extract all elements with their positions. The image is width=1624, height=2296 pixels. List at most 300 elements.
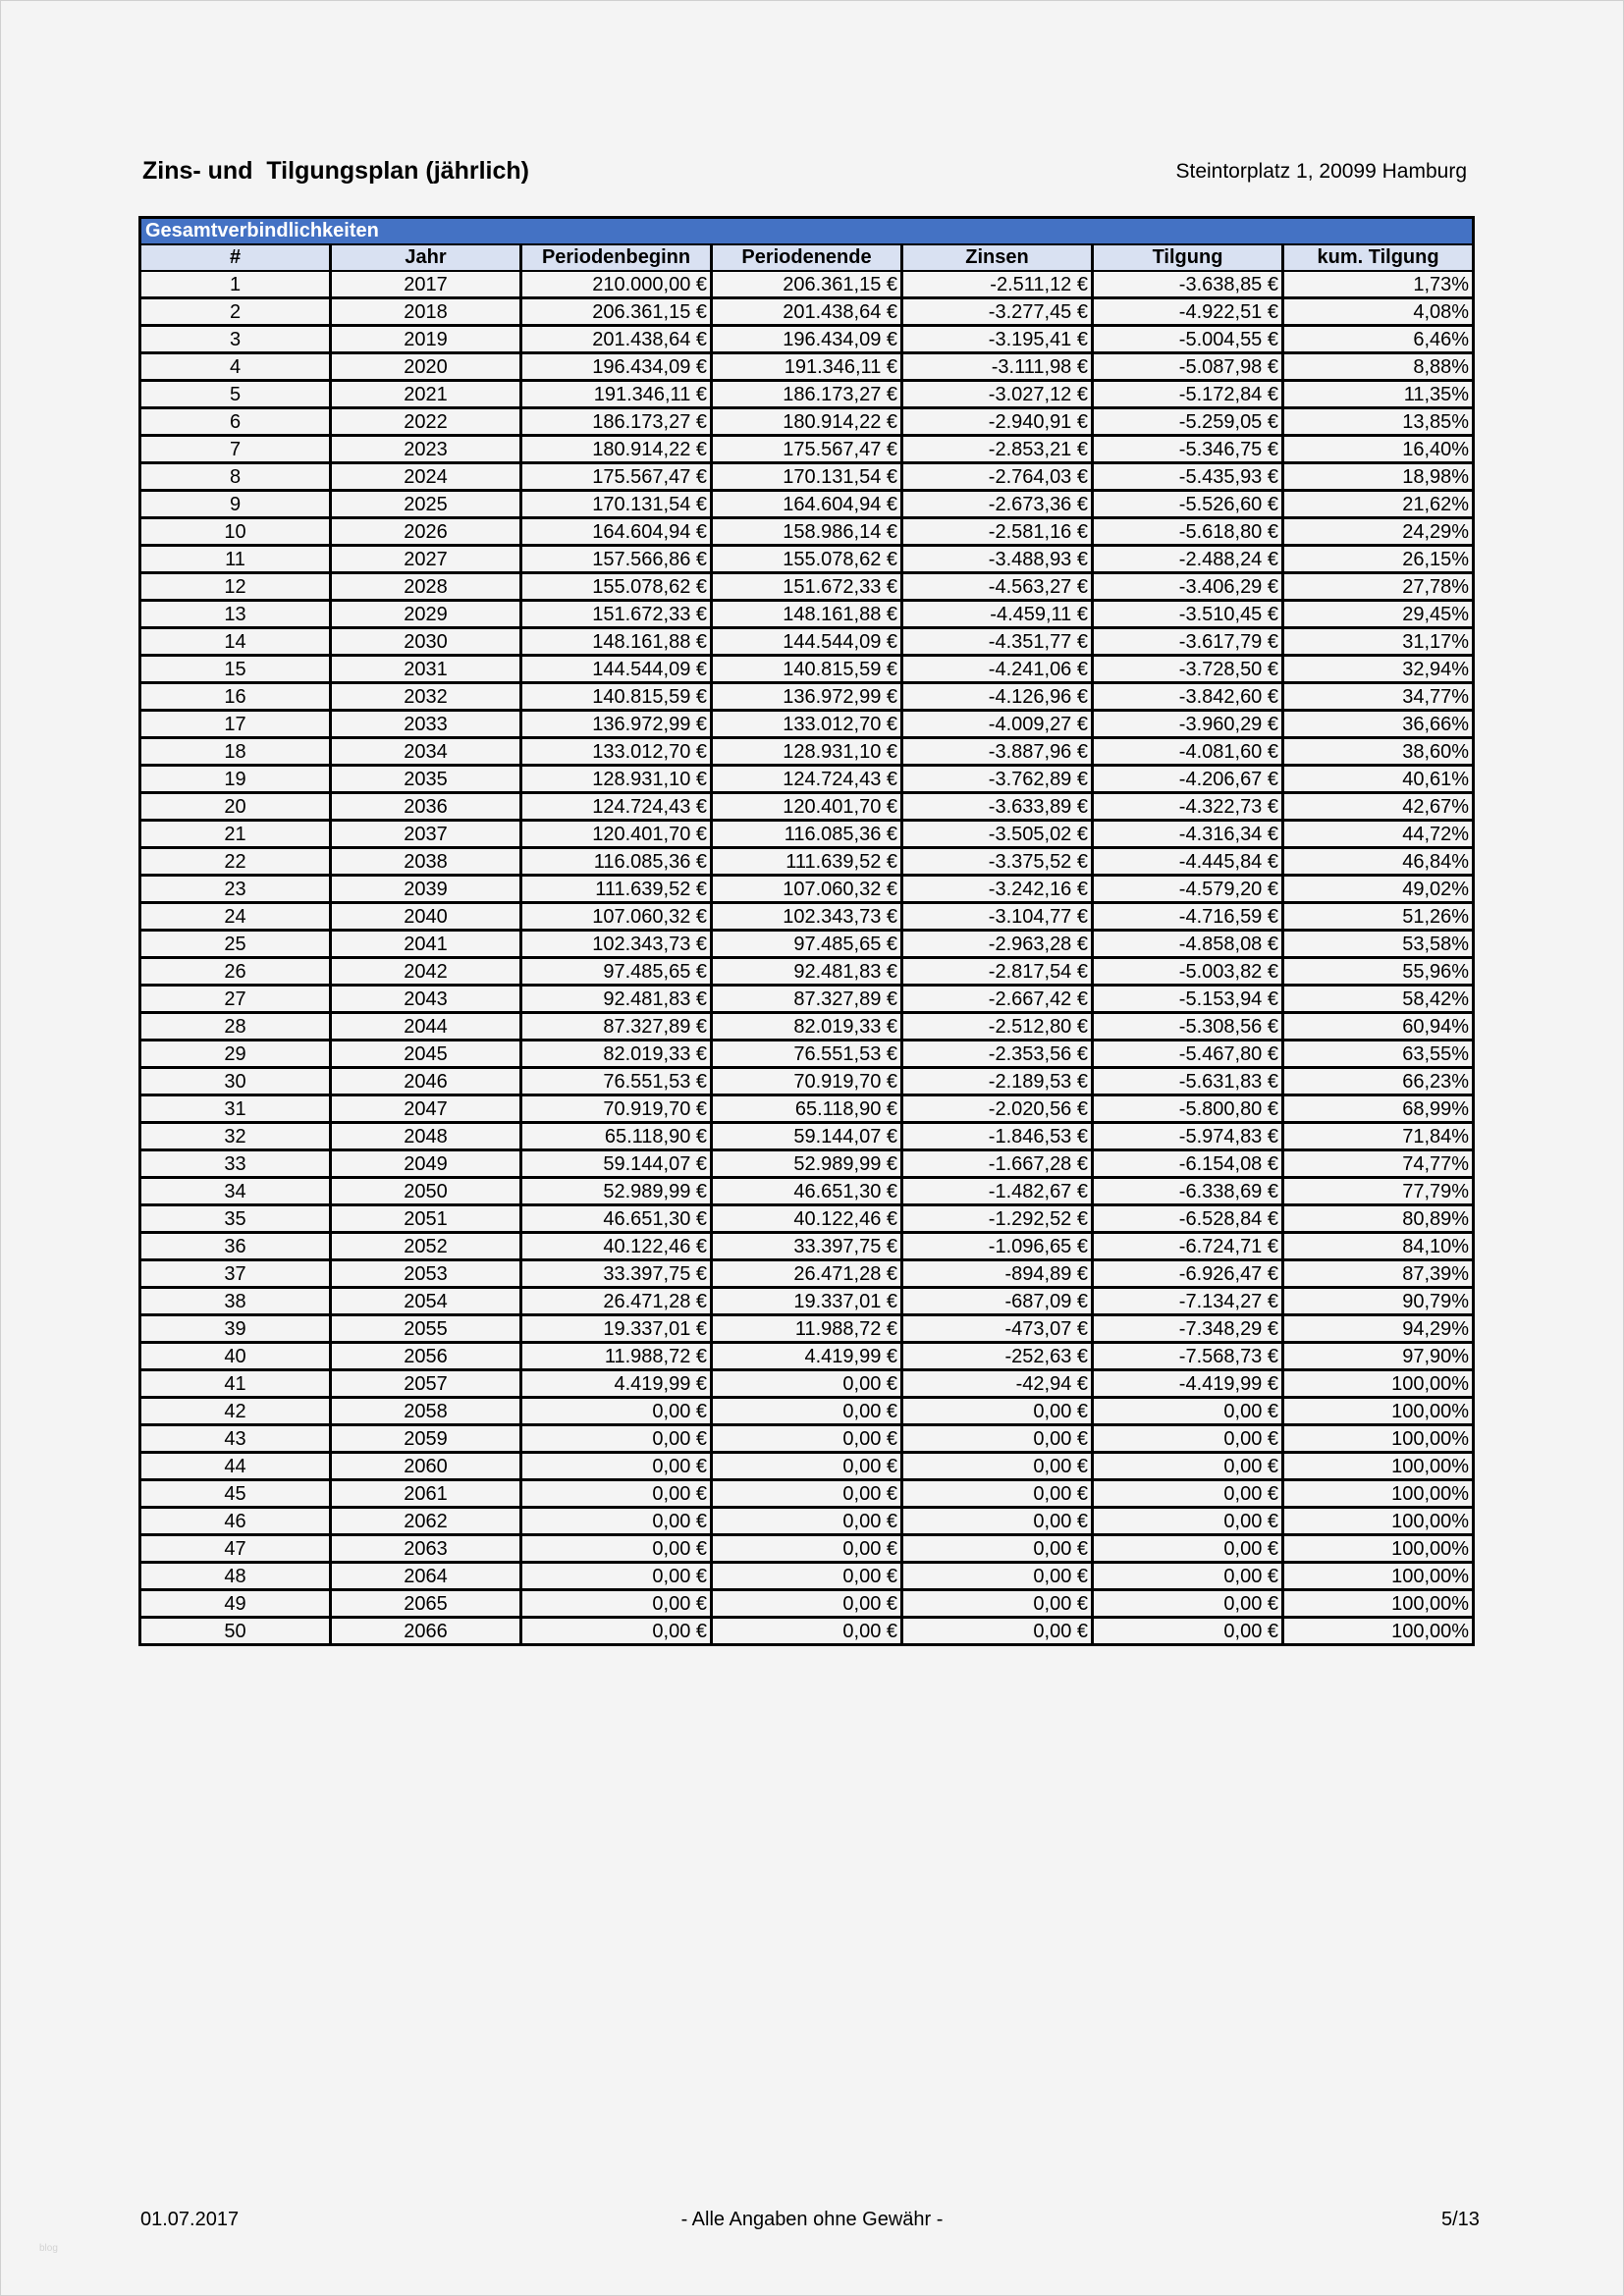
cell-number: 42 bbox=[140, 1398, 331, 1425]
cell-period-end: 0,00 € bbox=[712, 1398, 902, 1425]
cell-interest: -2.581,16 € bbox=[902, 518, 1093, 546]
cell-interest: -2.511,12 € bbox=[902, 271, 1093, 298]
cell-repayment: -5.172,84 € bbox=[1093, 381, 1283, 408]
cell-number: 7 bbox=[140, 436, 331, 463]
cell-repayment: -6.338,69 € bbox=[1093, 1178, 1283, 1205]
cell-period-end: 111.639,52 € bbox=[712, 848, 902, 876]
column-header-repayment: Tilgung bbox=[1093, 244, 1283, 271]
cell-interest: -3.762,89 € bbox=[902, 766, 1093, 793]
cell-period-start: 97.485,65 € bbox=[521, 958, 712, 986]
cell-period-start: 82.019,33 € bbox=[521, 1041, 712, 1068]
cell-cumulative-repayment: 32,94% bbox=[1283, 656, 1474, 683]
cell-period-start: 175.567,47 € bbox=[521, 463, 712, 491]
table-row bbox=[140, 436, 1474, 463]
table-row bbox=[140, 1398, 1474, 1425]
cell-period-start: 186.173,27 € bbox=[521, 408, 712, 436]
cell-period-start: 59.144,07 € bbox=[521, 1150, 712, 1178]
cell-period-end: 0,00 € bbox=[712, 1370, 902, 1398]
table-row bbox=[140, 1618, 1474, 1645]
cell-interest: -1.292,52 € bbox=[902, 1205, 1093, 1233]
cell-number: 23 bbox=[140, 876, 331, 903]
table-row bbox=[140, 738, 1474, 766]
table-row bbox=[140, 1095, 1474, 1123]
cell-repayment: -7.348,29 € bbox=[1093, 1315, 1283, 1343]
cell-cumulative-repayment: 36,66% bbox=[1283, 711, 1474, 738]
cell-interest: -2.963,28 € bbox=[902, 931, 1093, 958]
cell-cumulative-repayment: 24,29% bbox=[1283, 518, 1474, 546]
table-row bbox=[140, 1535, 1474, 1563]
column-header-period-start: Periodenbeginn bbox=[521, 244, 712, 271]
cell-year: 2039 bbox=[331, 876, 521, 903]
table-row bbox=[140, 1590, 1474, 1618]
section-title: Gesamtverbindlichkeiten bbox=[140, 218, 1474, 245]
cell-period-end: 0,00 € bbox=[712, 1508, 902, 1535]
cell-period-start: 0,00 € bbox=[521, 1398, 712, 1425]
cell-period-start: 0,00 € bbox=[521, 1425, 712, 1453]
cell-period-end: 82.019,33 € bbox=[712, 1013, 902, 1041]
cell-interest: -1.667,28 € bbox=[902, 1150, 1093, 1178]
cell-year: 2023 bbox=[331, 436, 521, 463]
cell-period-end: 128.931,10 € bbox=[712, 738, 902, 766]
cell-cumulative-repayment: 100,00% bbox=[1283, 1425, 1474, 1453]
cell-year: 2052 bbox=[331, 1233, 521, 1260]
cell-cumulative-repayment: 100,00% bbox=[1283, 1590, 1474, 1618]
cell-number: 33 bbox=[140, 1150, 331, 1178]
table-row bbox=[140, 1453, 1474, 1480]
cell-period-end: 186.173,27 € bbox=[712, 381, 902, 408]
amortization-table bbox=[138, 216, 1475, 1646]
cell-number: 24 bbox=[140, 903, 331, 931]
cell-number: 32 bbox=[140, 1123, 331, 1150]
cell-period-start: 120.401,70 € bbox=[521, 821, 712, 848]
cell-cumulative-repayment: 100,00% bbox=[1283, 1370, 1474, 1398]
table-row bbox=[140, 1563, 1474, 1590]
cell-cumulative-repayment: 11,35% bbox=[1283, 381, 1474, 408]
address: Steintorplatz 1, 20099 Hamburg bbox=[1175, 160, 1467, 183]
cell-period-end: 26.471,28 € bbox=[712, 1260, 902, 1288]
cell-interest: -2.189,53 € bbox=[902, 1068, 1093, 1095]
cell-interest: 0,00 € bbox=[902, 1590, 1093, 1618]
table-row bbox=[140, 986, 1474, 1013]
cell-period-end: 65.118,90 € bbox=[712, 1095, 902, 1123]
cell-period-start: 191.346,11 € bbox=[521, 381, 712, 408]
cell-repayment: 0,00 € bbox=[1093, 1398, 1283, 1425]
cell-interest: -2.667,42 € bbox=[902, 986, 1093, 1013]
cell-year: 2062 bbox=[331, 1508, 521, 1535]
cell-period-start: 76.551,53 € bbox=[521, 1068, 712, 1095]
cell-cumulative-repayment: 77,79% bbox=[1283, 1178, 1474, 1205]
cell-interest: 0,00 € bbox=[902, 1425, 1093, 1453]
cell-number: 36 bbox=[140, 1233, 331, 1260]
cell-repayment: -3.617,79 € bbox=[1093, 628, 1283, 656]
cell-repayment: -5.618,80 € bbox=[1093, 518, 1283, 546]
table-row bbox=[140, 1233, 1474, 1260]
cell-interest: -2.512,80 € bbox=[902, 1013, 1093, 1041]
table-row bbox=[140, 1343, 1474, 1370]
cell-year: 2055 bbox=[331, 1315, 521, 1343]
cell-period-start: 196.434,09 € bbox=[521, 353, 712, 381]
cell-period-start: 11.988,72 € bbox=[521, 1343, 712, 1370]
cell-period-start: 136.972,99 € bbox=[521, 711, 712, 738]
table-row bbox=[140, 353, 1474, 381]
cell-year: 2064 bbox=[331, 1563, 521, 1590]
cell-repayment: -3.638,85 € bbox=[1093, 271, 1283, 298]
cell-period-start: 201.438,64 € bbox=[521, 326, 712, 353]
column-header-period-end: Periodenende bbox=[712, 244, 902, 271]
cell-repayment: -4.322,73 € bbox=[1093, 793, 1283, 821]
cell-number: 47 bbox=[140, 1535, 331, 1563]
cell-year: 2033 bbox=[331, 711, 521, 738]
table-row bbox=[140, 573, 1474, 601]
cell-repayment: 0,00 € bbox=[1093, 1508, 1283, 1535]
cell-cumulative-repayment: 100,00% bbox=[1283, 1618, 1474, 1645]
table-row bbox=[140, 628, 1474, 656]
cell-repayment: -6.926,47 € bbox=[1093, 1260, 1283, 1288]
cell-period-start: 0,00 € bbox=[521, 1563, 712, 1590]
cell-year: 2020 bbox=[331, 353, 521, 381]
cell-year: 2065 bbox=[331, 1590, 521, 1618]
cell-interest: -4.563,27 € bbox=[902, 573, 1093, 601]
cell-period-end: 196.434,09 € bbox=[712, 326, 902, 353]
cell-number: 39 bbox=[140, 1315, 331, 1343]
cell-repayment: -4.206,67 € bbox=[1093, 766, 1283, 793]
cell-cumulative-repayment: 58,42% bbox=[1283, 986, 1474, 1013]
cell-cumulative-repayment: 29,45% bbox=[1283, 601, 1474, 628]
footer-date: 01.07.2017 bbox=[140, 2209, 240, 2230]
cell-year: 2018 bbox=[331, 298, 521, 326]
table-row bbox=[140, 1068, 1474, 1095]
cell-number: 3 bbox=[140, 326, 331, 353]
cell-year: 2058 bbox=[331, 1398, 521, 1425]
cell-cumulative-repayment: 16,40% bbox=[1283, 436, 1474, 463]
cell-interest: -3.375,52 € bbox=[902, 848, 1093, 876]
table-row bbox=[140, 793, 1474, 821]
cell-interest: -3.488,93 € bbox=[902, 546, 1093, 573]
cell-year: 2034 bbox=[331, 738, 521, 766]
cell-period-end: 191.346,11 € bbox=[712, 353, 902, 381]
cell-period-end: 124.724,43 € bbox=[712, 766, 902, 793]
cell-year: 2066 bbox=[331, 1618, 521, 1645]
cell-cumulative-repayment: 55,96% bbox=[1283, 958, 1474, 986]
cell-period-start: 107.060,32 € bbox=[521, 903, 712, 931]
cell-cumulative-repayment: 26,15% bbox=[1283, 546, 1474, 573]
cell-interest: -894,89 € bbox=[902, 1260, 1093, 1288]
cell-interest: -4.351,77 € bbox=[902, 628, 1093, 656]
cell-repayment: -7.568,73 € bbox=[1093, 1343, 1283, 1370]
cell-period-end: 102.343,73 € bbox=[712, 903, 902, 931]
cell-repayment: -5.087,98 € bbox=[1093, 353, 1283, 381]
cell-year: 2053 bbox=[331, 1260, 521, 1288]
cell-number: 50 bbox=[140, 1618, 331, 1645]
cell-repayment: -5.800,80 € bbox=[1093, 1095, 1283, 1123]
cell-cumulative-repayment: 31,17% bbox=[1283, 628, 1474, 656]
cell-cumulative-repayment: 51,26% bbox=[1283, 903, 1474, 931]
cell-interest: -2.353,56 € bbox=[902, 1041, 1093, 1068]
cell-number: 38 bbox=[140, 1288, 331, 1315]
cell-interest: -4.241,06 € bbox=[902, 656, 1093, 683]
cell-interest: -473,07 € bbox=[902, 1315, 1093, 1343]
cell-repayment: 0,00 € bbox=[1093, 1535, 1283, 1563]
cell-period-start: 144.544,09 € bbox=[521, 656, 712, 683]
cell-cumulative-repayment: 97,90% bbox=[1283, 1343, 1474, 1370]
cell-cumulative-repayment: 100,00% bbox=[1283, 1535, 1474, 1563]
cell-cumulative-repayment: 68,99% bbox=[1283, 1095, 1474, 1123]
cell-number: 22 bbox=[140, 848, 331, 876]
cell-period-end: 0,00 € bbox=[712, 1425, 902, 1453]
cell-number: 12 bbox=[140, 573, 331, 601]
table-row bbox=[140, 766, 1474, 793]
cell-period-end: 175.567,47 € bbox=[712, 436, 902, 463]
cell-year: 2017 bbox=[331, 271, 521, 298]
cell-number: 1 bbox=[140, 271, 331, 298]
cell-interest: 0,00 € bbox=[902, 1535, 1093, 1563]
cell-repayment: -4.316,34 € bbox=[1093, 821, 1283, 848]
cell-year: 2031 bbox=[331, 656, 521, 683]
cell-period-start: 140.815,59 € bbox=[521, 683, 712, 711]
cell-interest: -1.482,67 € bbox=[902, 1178, 1093, 1205]
cell-period-end: 0,00 € bbox=[712, 1590, 902, 1618]
cell-number: 41 bbox=[140, 1370, 331, 1398]
table-row bbox=[140, 1041, 1474, 1068]
cell-period-end: 76.551,53 € bbox=[712, 1041, 902, 1068]
cell-period-end: 206.361,15 € bbox=[712, 271, 902, 298]
cell-period-start: 33.397,75 € bbox=[521, 1260, 712, 1288]
table-row bbox=[140, 656, 1474, 683]
cell-year: 2042 bbox=[331, 958, 521, 986]
cell-year: 2029 bbox=[331, 601, 521, 628]
cell-period-end: 201.438,64 € bbox=[712, 298, 902, 326]
cell-repayment: -5.003,82 € bbox=[1093, 958, 1283, 986]
cell-number: 16 bbox=[140, 683, 331, 711]
table-row bbox=[140, 1288, 1474, 1315]
cell-number: 37 bbox=[140, 1260, 331, 1288]
cell-repayment: -3.406,29 € bbox=[1093, 573, 1283, 601]
cell-cumulative-repayment: 80,89% bbox=[1283, 1205, 1474, 1233]
cell-period-start: 128.931,10 € bbox=[521, 766, 712, 793]
cell-period-start: 133.012,70 € bbox=[521, 738, 712, 766]
section-band bbox=[140, 218, 1474, 245]
cell-year: 2041 bbox=[331, 931, 521, 958]
cell-repayment: -3.842,60 € bbox=[1093, 683, 1283, 711]
cell-cumulative-repayment: 8,88% bbox=[1283, 353, 1474, 381]
cell-cumulative-repayment: 13,85% bbox=[1283, 408, 1474, 436]
cell-repayment: -5.153,94 € bbox=[1093, 986, 1283, 1013]
cell-number: 28 bbox=[140, 1013, 331, 1041]
cell-number: 30 bbox=[140, 1068, 331, 1095]
cell-number: 13 bbox=[140, 601, 331, 628]
cell-period-start: 157.566,86 € bbox=[521, 546, 712, 573]
cell-interest: -252,63 € bbox=[902, 1343, 1093, 1370]
cell-number: 9 bbox=[140, 491, 331, 518]
cell-period-end: 0,00 € bbox=[712, 1563, 902, 1590]
cell-repayment: -4.445,84 € bbox=[1093, 848, 1283, 876]
table-row bbox=[140, 1150, 1474, 1178]
cell-year: 2036 bbox=[331, 793, 521, 821]
cell-period-end: 97.485,65 € bbox=[712, 931, 902, 958]
cell-interest: -2.817,54 € bbox=[902, 958, 1093, 986]
cell-repayment: -4.922,51 € bbox=[1093, 298, 1283, 326]
cell-year: 2047 bbox=[331, 1095, 521, 1123]
cell-number: 26 bbox=[140, 958, 331, 986]
table-row bbox=[140, 298, 1474, 326]
cell-period-end: 40.122,46 € bbox=[712, 1205, 902, 1233]
cell-period-end: 0,00 € bbox=[712, 1480, 902, 1508]
cell-repayment: -6.154,08 € bbox=[1093, 1150, 1283, 1178]
cell-period-end: 164.604,94 € bbox=[712, 491, 902, 518]
cell-number: 14 bbox=[140, 628, 331, 656]
table-row bbox=[140, 903, 1474, 931]
cell-year: 2035 bbox=[331, 766, 521, 793]
cell-number: 17 bbox=[140, 711, 331, 738]
cell-cumulative-repayment: 6,46% bbox=[1283, 326, 1474, 353]
cell-period-start: 148.161,88 € bbox=[521, 628, 712, 656]
cell-interest: -2.020,56 € bbox=[902, 1095, 1093, 1123]
cell-cumulative-repayment: 94,29% bbox=[1283, 1315, 1474, 1343]
cell-period-end: 70.919,70 € bbox=[712, 1068, 902, 1095]
cell-interest: 0,00 € bbox=[902, 1618, 1093, 1645]
table-row bbox=[140, 958, 1474, 986]
table-row bbox=[140, 1178, 1474, 1205]
cell-period-end: 144.544,09 € bbox=[712, 628, 902, 656]
table-row bbox=[140, 381, 1474, 408]
cell-period-start: 155.078,62 € bbox=[521, 573, 712, 601]
cell-interest: -3.027,12 € bbox=[902, 381, 1093, 408]
cell-repayment: -5.467,80 € bbox=[1093, 1041, 1283, 1068]
table-row bbox=[140, 931, 1474, 958]
cell-repayment: -5.974,83 € bbox=[1093, 1123, 1283, 1150]
column-header-year: Jahr bbox=[331, 244, 521, 271]
watermark: blog bbox=[39, 2243, 58, 2254]
cell-period-end: 158.986,14 € bbox=[712, 518, 902, 546]
cell-period-start: 124.724,43 € bbox=[521, 793, 712, 821]
cell-cumulative-repayment: 100,00% bbox=[1283, 1508, 1474, 1535]
cell-cumulative-repayment: 100,00% bbox=[1283, 1563, 1474, 1590]
cell-interest: -3.195,41 € bbox=[902, 326, 1093, 353]
column-header-interest: Zinsen bbox=[902, 244, 1093, 271]
cell-period-start: 0,00 € bbox=[521, 1508, 712, 1535]
cell-period-start: 0,00 € bbox=[521, 1590, 712, 1618]
cell-interest: -3.277,45 € bbox=[902, 298, 1093, 326]
cell-period-end: 155.078,62 € bbox=[712, 546, 902, 573]
cell-cumulative-repayment: 21,62% bbox=[1283, 491, 1474, 518]
cell-number: 6 bbox=[140, 408, 331, 436]
cell-period-start: 210.000,00 € bbox=[521, 271, 712, 298]
cell-year: 2030 bbox=[331, 628, 521, 656]
footer-disclaimer: - Alle Angaben ohne Gewähr - bbox=[680, 2209, 944, 2230]
cell-period-end: 116.085,36 € bbox=[712, 821, 902, 848]
cell-cumulative-repayment: 84,10% bbox=[1283, 1233, 1474, 1260]
cell-interest: -1.846,53 € bbox=[902, 1123, 1093, 1150]
cell-cumulative-repayment: 66,23% bbox=[1283, 1068, 1474, 1095]
table-row bbox=[140, 683, 1474, 711]
cell-repayment: -6.528,84 € bbox=[1093, 1205, 1283, 1233]
cell-number: 10 bbox=[140, 518, 331, 546]
cell-period-start: 170.131,54 € bbox=[521, 491, 712, 518]
table-row bbox=[140, 1260, 1474, 1288]
cell-year: 2025 bbox=[331, 491, 521, 518]
cell-repayment: 0,00 € bbox=[1093, 1563, 1283, 1590]
cell-repayment: -5.435,93 € bbox=[1093, 463, 1283, 491]
cell-year: 2061 bbox=[331, 1480, 521, 1508]
cell-period-end: 87.327,89 € bbox=[712, 986, 902, 1013]
cell-cumulative-repayment: 34,77% bbox=[1283, 683, 1474, 711]
cell-number: 40 bbox=[140, 1343, 331, 1370]
cell-interest: 0,00 € bbox=[902, 1398, 1093, 1425]
cell-period-start: 26.471,28 € bbox=[521, 1288, 712, 1315]
cell-year: 2027 bbox=[331, 546, 521, 573]
cell-number: 2 bbox=[140, 298, 331, 326]
cell-year: 2021 bbox=[331, 381, 521, 408]
cell-period-end: 0,00 € bbox=[712, 1535, 902, 1563]
cell-number: 15 bbox=[140, 656, 331, 683]
cell-repayment: 0,00 € bbox=[1093, 1618, 1283, 1645]
cell-year: 2051 bbox=[331, 1205, 521, 1233]
cell-interest: -4.009,27 € bbox=[902, 711, 1093, 738]
cell-interest: -2.853,21 € bbox=[902, 436, 1093, 463]
cell-year: 2024 bbox=[331, 463, 521, 491]
cell-cumulative-repayment: 60,94% bbox=[1283, 1013, 1474, 1041]
cell-number: 21 bbox=[140, 821, 331, 848]
cell-repayment: -5.346,75 € bbox=[1093, 436, 1283, 463]
cell-interest: -2.673,36 € bbox=[902, 491, 1093, 518]
table-row bbox=[140, 876, 1474, 903]
cell-cumulative-repayment: 18,98% bbox=[1283, 463, 1474, 491]
cell-number: 43 bbox=[140, 1425, 331, 1453]
cell-number: 18 bbox=[140, 738, 331, 766]
cell-year: 2038 bbox=[331, 848, 521, 876]
cell-repayment: 0,00 € bbox=[1093, 1425, 1283, 1453]
cell-repayment: -5.526,60 € bbox=[1093, 491, 1283, 518]
cell-period-start: 4.419,99 € bbox=[521, 1370, 712, 1398]
cell-number: 11 bbox=[140, 546, 331, 573]
cell-cumulative-repayment: 71,84% bbox=[1283, 1123, 1474, 1150]
cell-period-start: 206.361,15 € bbox=[521, 298, 712, 326]
cell-repayment: -5.631,83 € bbox=[1093, 1068, 1283, 1095]
cell-period-end: 120.401,70 € bbox=[712, 793, 902, 821]
cell-repayment: -7.134,27 € bbox=[1093, 1288, 1283, 1315]
cell-repayment: 0,00 € bbox=[1093, 1453, 1283, 1480]
cell-year: 2040 bbox=[331, 903, 521, 931]
cell-cumulative-repayment: 44,72% bbox=[1283, 821, 1474, 848]
cell-number: 45 bbox=[140, 1480, 331, 1508]
cell-year: 2059 bbox=[331, 1425, 521, 1453]
cell-cumulative-repayment: 38,60% bbox=[1283, 738, 1474, 766]
cell-period-end: 33.397,75 € bbox=[712, 1233, 902, 1260]
cell-year: 2063 bbox=[331, 1535, 521, 1563]
cell-number: 44 bbox=[140, 1453, 331, 1480]
cell-cumulative-repayment: 42,67% bbox=[1283, 793, 1474, 821]
table-row bbox=[140, 1370, 1474, 1398]
column-header-number: # bbox=[140, 244, 331, 271]
cell-period-end: 46.651,30 € bbox=[712, 1178, 902, 1205]
cell-number: 27 bbox=[140, 986, 331, 1013]
cell-number: 4 bbox=[140, 353, 331, 381]
cell-period-start: 0,00 € bbox=[521, 1618, 712, 1645]
cell-number: 46 bbox=[140, 1508, 331, 1535]
cell-period-start: 102.343,73 € bbox=[521, 931, 712, 958]
cell-interest: -3.104,77 € bbox=[902, 903, 1093, 931]
cell-interest: -3.242,16 € bbox=[902, 876, 1093, 903]
cell-year: 2054 bbox=[331, 1288, 521, 1315]
table-row bbox=[140, 491, 1474, 518]
cell-cumulative-repayment: 87,39% bbox=[1283, 1260, 1474, 1288]
table-row bbox=[140, 711, 1474, 738]
cell-interest: 0,00 € bbox=[902, 1508, 1093, 1535]
cell-number: 25 bbox=[140, 931, 331, 958]
cell-period-start: 151.672,33 € bbox=[521, 601, 712, 628]
table-row bbox=[140, 1315, 1474, 1343]
cell-interest: 0,00 € bbox=[902, 1480, 1093, 1508]
